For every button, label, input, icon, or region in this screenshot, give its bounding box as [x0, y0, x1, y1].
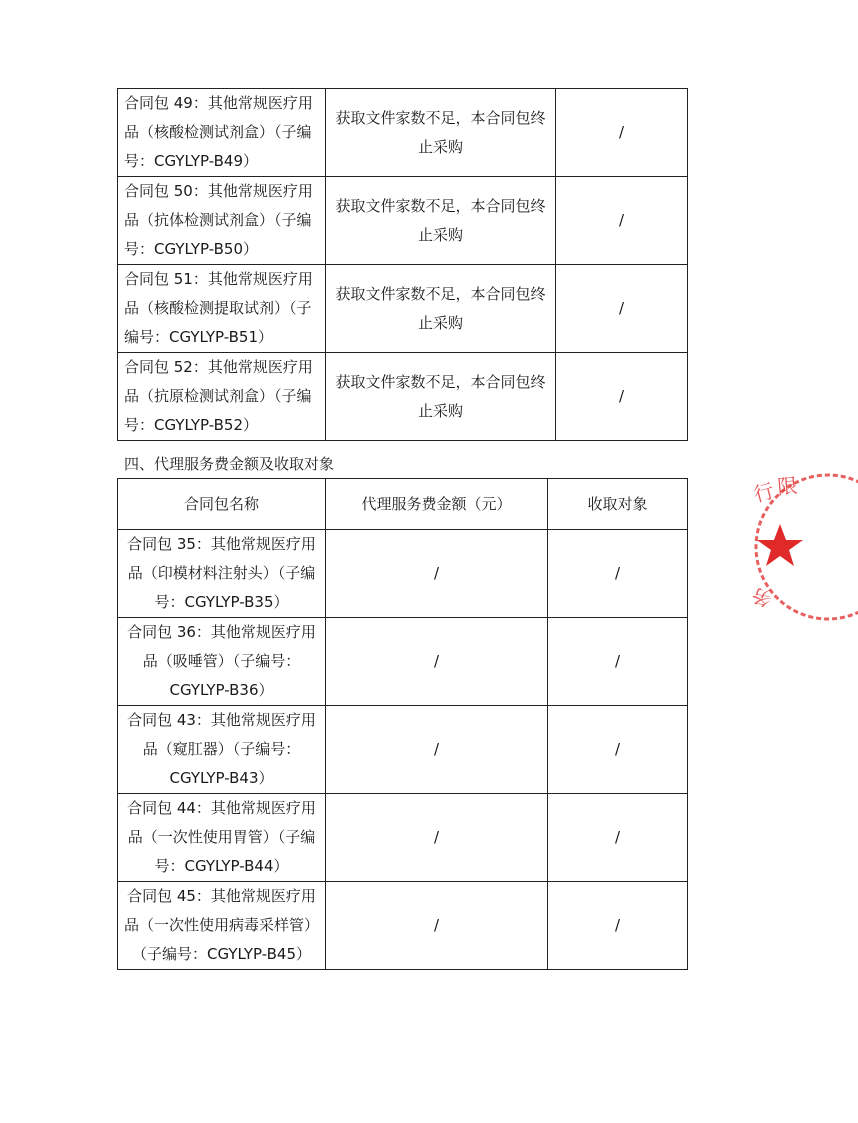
target-cell: / — [548, 882, 688, 970]
svg-text:限: 限 — [776, 473, 799, 499]
target-cell: / — [548, 530, 688, 618]
package-name-cell: 合同包 51：其他常规医疗用品（核酸检测提取试剂）（子编号：CGYLYP-B51） — [118, 265, 326, 353]
table-header-row — [118, 479, 688, 530]
target-cell: / — [548, 706, 688, 794]
table-row — [118, 882, 688, 970]
fee-cell: / — [326, 706, 548, 794]
value-cell: / — [556, 265, 688, 353]
svg-text:行: 行 — [751, 478, 777, 507]
status-cell: 获取文件家数不足，本合同包终止采购 — [326, 265, 556, 353]
fee-cell: / — [326, 794, 548, 882]
table-row — [118, 618, 688, 706]
target-cell: / — [548, 794, 688, 882]
table-row — [118, 706, 688, 794]
fee-cell: / — [326, 530, 548, 618]
svg-text:务: 务 — [749, 583, 774, 611]
package-name-cell: 合同包 44：其他常规医疗用品（一次性使用胃管）（子编号：CGYLYP-B44） — [118, 794, 326, 882]
package-name-cell: 合同包 49：其他常规医疗用品（核酸检测试剂盒）（子编号：CGYLYP-B49） — [118, 89, 326, 177]
package-name-cell: 合同包 43：其他常规医疗用品（窥肛器）（子编号：CGYLYP-B43） — [118, 706, 326, 794]
package-name-cell: 合同包 52：其他常规医疗用品（抗原检测试剂盒）（子编号：CGYLYP-B52） — [118, 353, 326, 441]
status-cell: 获取文件家数不足，本合同包终止采购 — [326, 177, 556, 265]
package-name-cell: 合同包 50：其他常规医疗用品（抗体检测试剂盒）（子编号：CGYLYP-B50） — [118, 177, 326, 265]
official-seal — [738, 462, 858, 632]
target-cell: / — [548, 618, 688, 706]
status-cell: 获取文件家数不足，本合同包终止采购 — [326, 89, 556, 177]
agency-fee-table — [117, 478, 688, 970]
table-row — [118, 89, 688, 177]
table-row — [118, 265, 688, 353]
column-header-fee: 代理服务费金额（元） — [326, 479, 548, 530]
package-name-cell: 合同包 36：其他常规医疗用品（吸唾管）（子编号：CGYLYP-B36） — [118, 618, 326, 706]
table-row — [118, 794, 688, 882]
status-cell: 获取文件家数不足，本合同包终止采购 — [326, 353, 556, 441]
value-cell: / — [556, 353, 688, 441]
value-cell: / — [556, 89, 688, 177]
package-name-cell: 合同包 45：其他常规医疗用品（一次性使用病毒采样管）（子编号：CGYLYP-B45） — [118, 882, 326, 970]
value-cell: / — [556, 177, 688, 265]
section-heading: 四、代理服务费金额及收取对象 — [124, 455, 335, 473]
terminated-packages-table — [117, 88, 688, 441]
table-row — [118, 177, 688, 265]
fee-cell: / — [326, 618, 548, 706]
star-icon — [757, 524, 803, 566]
table-row — [118, 530, 688, 618]
column-header-package-name: 合同包名称 — [118, 479, 326, 530]
package-name-cell: 合同包 35：其他常规医疗用品（印模材料注射头）（子编号：CGYLYP-B35） — [118, 530, 326, 618]
column-header-target: 收取对象 — [548, 479, 688, 530]
fee-cell: / — [326, 882, 548, 970]
table-row — [118, 353, 688, 441]
